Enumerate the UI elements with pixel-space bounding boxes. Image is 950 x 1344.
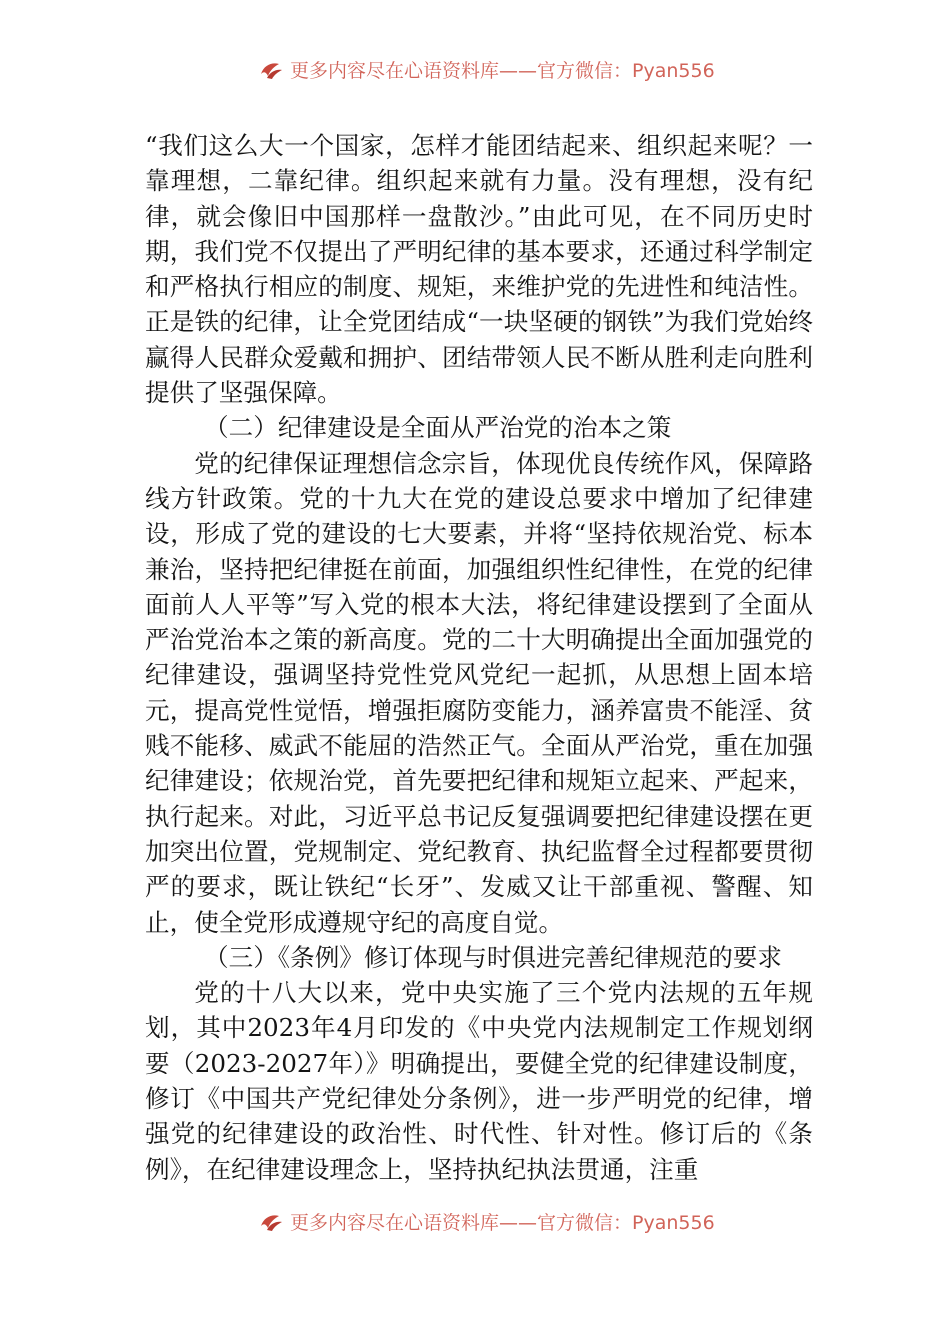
watermark-header (0, 58, 950, 82)
document-body (145, 128, 813, 1187)
watermark-text: 更多内容尽在心语资料库——官方微信：Pyan556 (290, 60, 715, 82)
section-heading-2: （二）纪律建设是全面从严治党的治本之策 (204, 413, 672, 443)
logo-icon (258, 59, 284, 81)
paragraph-intro-quote: “我们这么大一个国家，怎样才能团结起来、组织起来呢？一靠理想，二靠纪律。组织起来就有力量。没有理想，没有纪律，就会像旧中国那样一盘散沙。”由此可见，在不同历史时期，我们党不仅提出了严明纪律的基本要求，还通过科学制定和严格执行相应的制度、规矩，来维护党的先进性和纯洁性。正是铁的纪律，让全党团结成“一块坚硬的钢铁”为我们党始终赢得人民群众爱戴和拥护、团结带领人民不断从胜利走向胜利提供了坚强保障。 (145, 131, 813, 408)
watermark-text: 更多内容尽在心语资料库——官方微信：Pyan556 (290, 1212, 715, 1234)
section-heading-3: （三）《条例》修订体现与时俱进完善纪律规范的要求 (204, 942, 782, 972)
paragraph-section-2: 党的纪律保证理想信念宗旨，体现优良传统作风，保障路线方针政策。党的十九大在党的建设总要求中增加了纪律建设，形成了党的建设的七大要素，并将“坚持依规治党、标本兼治，坚持把纪律挺在前面，加强组织性纪律性，在党的纪律面前人人平等”写入党的根本大法，将纪律建设摆到了全面从严治党治本之策的新高度。党的二十大明确提出全面加强党的纪律建设，强调坚持党性党风党纪一起抓，从思想上固本培元，提高党性觉悟，增强拒腐防变能力，涵养富贵不能淫、贫贱不能移、威武不能屈的浩然正气。全面从严治党，重在加强纪律建设；依规治党，首先要把纪律和规矩立起来、严起来，执行起来。对此，习近平总书记反复强调要把纪律建设摆在更加突出位置，党规制定、党纪教育、执纪监督全过程都要贯彻严的要求，既让铁纪“长牙”、发威又让干部重视、警醒、知止，使全党形成遵规守纪的高度自觉。 (145, 448, 813, 937)
watermark-footer (0, 1210, 950, 1234)
paragraph-section-3: 党的十八大以来，党中央实施了三个党内法规的五年规划，其中2023年4月印发的《中央党内法规制定工作规划纲要（2023-2027年）》明确提出，要健全党的纪律建设制度，修订《中国共产党纪律处分条例》，进一步严明党的纪律，增强党的纪律建设的政治性、时代性、针对性。修订后的《条例》，在纪律建设理念上，坚持执纪执法贯通，注重 (145, 978, 813, 1184)
logo-icon (258, 1211, 284, 1233)
